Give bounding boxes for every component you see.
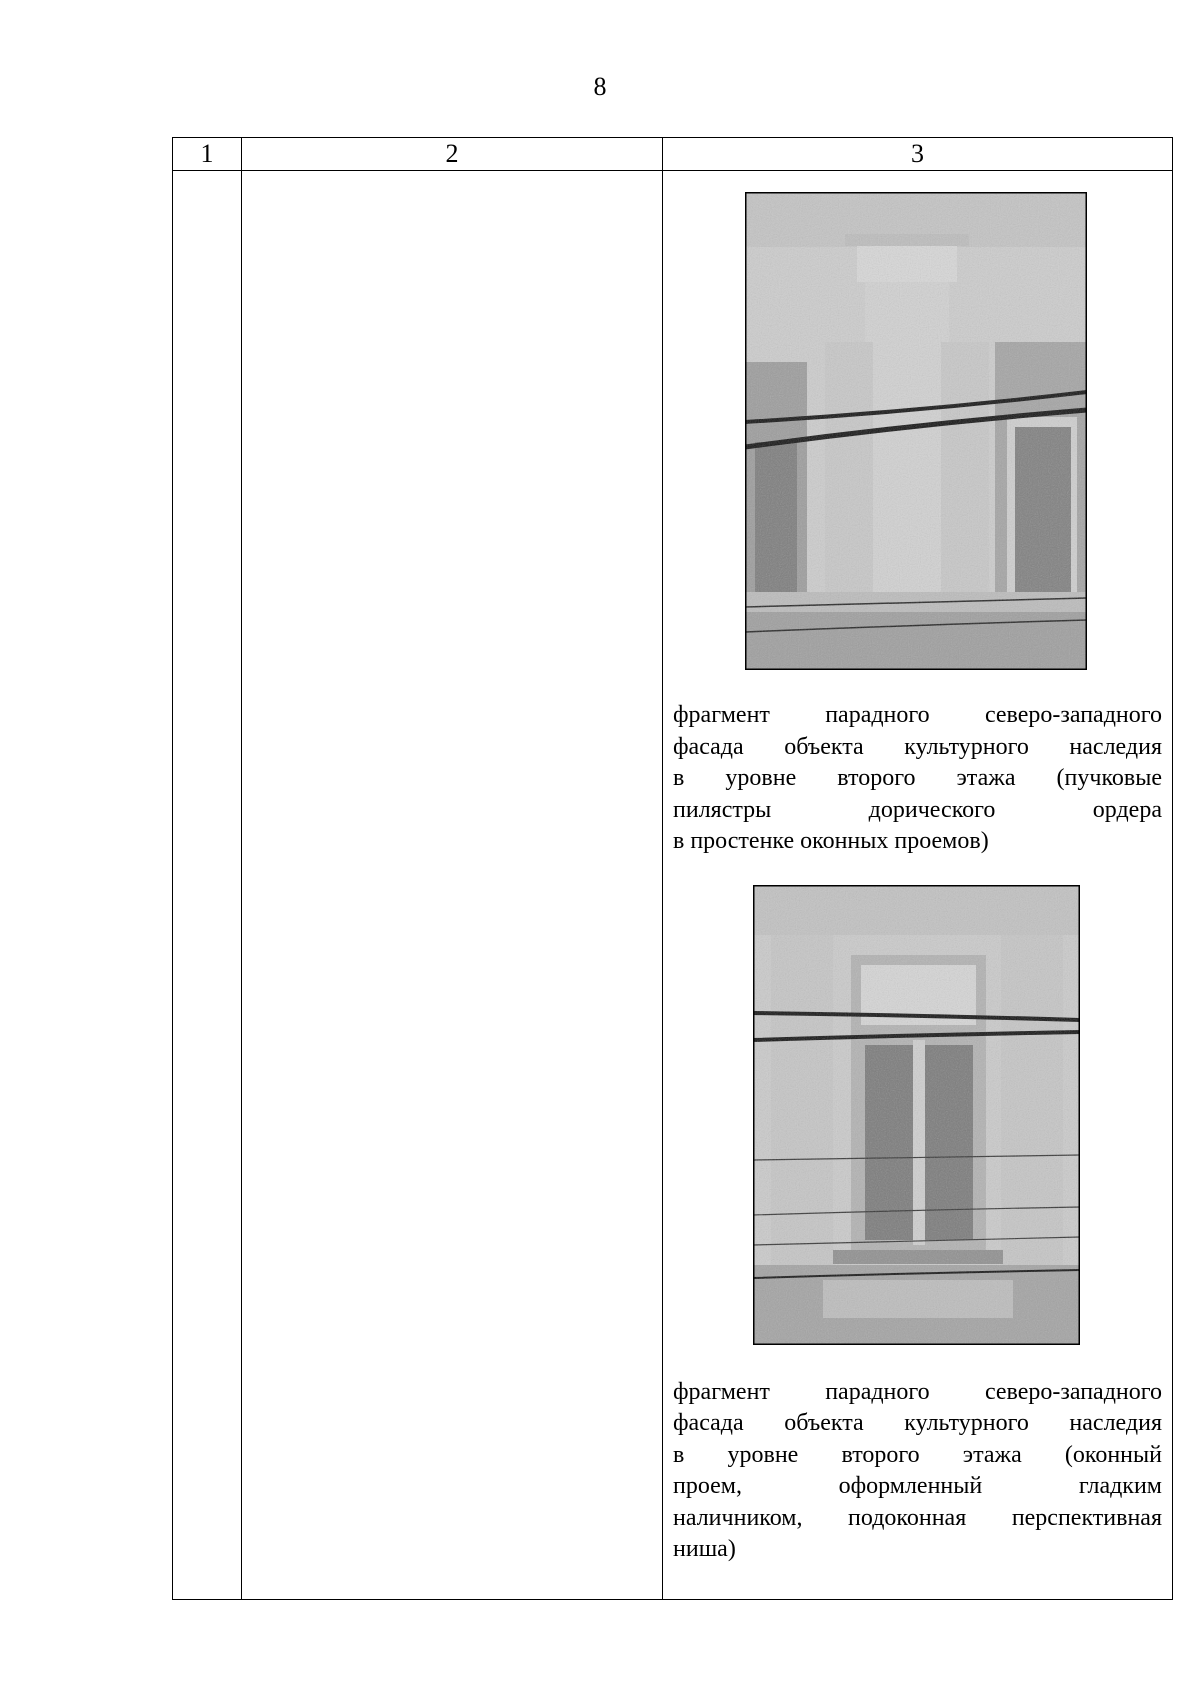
table-header-row <box>173 138 1173 171</box>
header-cell-1: 1 <box>173 138 242 171</box>
table-row <box>173 171 1173 1600</box>
cell-col1 <box>173 171 242 1600</box>
caption-2-line: наличником, подоконная перспективная <box>673 1504 1162 1531</box>
caption-1-line: фрагмент парадного северо-западного <box>673 702 1162 728</box>
cell-col2 <box>242 171 663 1600</box>
caption-1-line: фасада объекта культурного наследия <box>673 733 1162 760</box>
cell-col3 <box>663 171 1173 1600</box>
page-number: 8 <box>593 72 607 101</box>
caption-1-line: пилястры дорического ордера <box>673 796 1162 823</box>
caption-2-line: фасада объекта культурного наследия <box>673 1410 1162 1436</box>
photo-caption-2 <box>673 1377 1162 1566</box>
caption-2-line: проем, оформленный гладким <box>673 1473 1162 1499</box>
header-cell-2: 2 <box>242 138 663 171</box>
caption-1-line: в простенке оконных проемов) <box>673 828 989 854</box>
facade-photo-pilasters-image <box>745 192 1087 670</box>
facade-photo-window <box>753 885 1080 1345</box>
facade-photo-pilasters <box>745 192 1087 670</box>
caption-2-line: ниша) <box>673 1536 736 1562</box>
photo-caption-1 <box>673 700 1162 858</box>
caption-2-line: в уровне второго этажа (оконный <box>673 1441 1162 1468</box>
facade-photo-window-image <box>753 885 1080 1345</box>
caption-2-line: фрагмент парадного северо-западного <box>673 1378 1162 1405</box>
caption-1-line: в уровне второго этажа (пучковые <box>673 765 1162 791</box>
header-cell-3: 3 <box>663 138 1173 171</box>
document-table <box>172 137 1173 1600</box>
